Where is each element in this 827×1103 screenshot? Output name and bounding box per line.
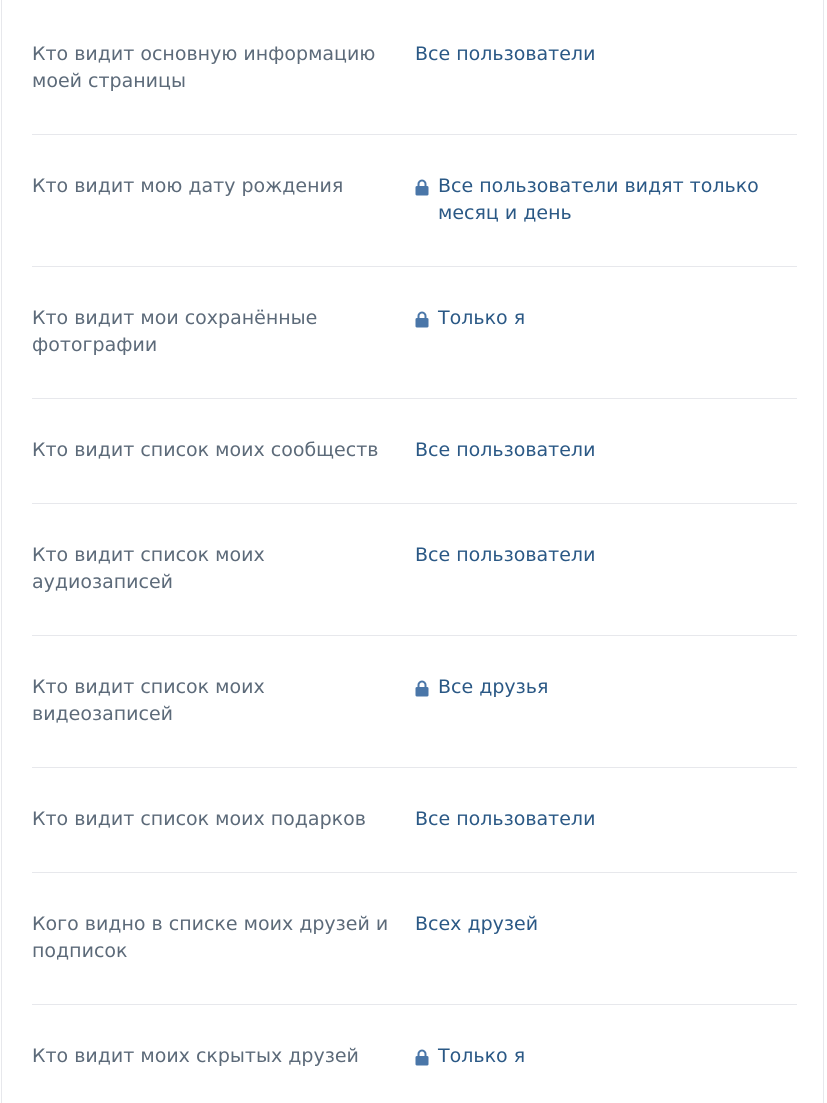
privacy-row-birthday[interactable] [32,135,797,267]
privacy-value-text[interactable]: Только я [438,1045,526,1067]
privacy-value-text[interactable]: Все пользователи [415,439,596,461]
privacy-row-value[interactable] [415,305,775,332]
privacy-row-label: Кто видит моих скрытых друзей [32,1045,359,1067]
privacy-value-text[interactable]: Все пользователи [415,808,596,830]
privacy-row-value[interactable] [415,674,775,701]
privacy-row-label: Кто видит мои сохранённые фотографии [32,307,318,356]
privacy-row-friends-list[interactable] [32,873,797,1005]
privacy-row-label: Кто видит список моих сообществ [32,439,379,461]
privacy-value-text[interactable]: Все друзья [438,676,549,698]
privacy-settings-list [32,0,797,1103]
privacy-row-value[interactable] [415,806,775,833]
privacy-row-label: Кого видно в списке моих друзей и подписок [32,913,389,962]
privacy-row-value[interactable] [415,1043,775,1070]
privacy-row-label: Кто видит основную информацию моей страницы [32,43,376,92]
privacy-row-value[interactable] [415,542,775,569]
privacy-value-text[interactable]: Все пользователи [415,43,596,65]
privacy-value-text[interactable]: Все пользователи видят только месяц и день [438,175,759,224]
lock-icon [415,311,429,328]
lock-icon [415,1049,429,1066]
privacy-row-gifts[interactable] [32,768,797,873]
lock-icon [415,179,429,196]
privacy-row-hidden-friends[interactable] [32,1005,797,1103]
privacy-value-text[interactable]: Только я [438,307,526,329]
privacy-row-label: Кто видит список моих видеозаписей [32,676,265,725]
privacy-row-video[interactable] [32,636,797,768]
privacy-row-label: Кто видит мою дату рождения [32,175,344,197]
privacy-row-label: Кто видит список моих подарков [32,808,366,830]
privacy-value-text[interactable]: Всех друзей [415,913,539,935]
privacy-value-text[interactable]: Все пользователи [415,544,596,566]
privacy-row-groups[interactable] [32,399,797,504]
privacy-settings-panel [1,0,824,1103]
privacy-row-basic-info[interactable] [32,0,797,135]
privacy-row-label: Кто видит список моих аудиозаписей [32,544,265,593]
privacy-row-value[interactable] [415,173,775,227]
privacy-row-value[interactable] [415,911,775,938]
privacy-row-value[interactable] [415,437,775,464]
lock-icon [415,680,429,697]
privacy-row-saved-photos[interactable] [32,267,797,399]
privacy-row-value[interactable] [415,41,775,68]
privacy-row-audio[interactable] [32,504,797,636]
